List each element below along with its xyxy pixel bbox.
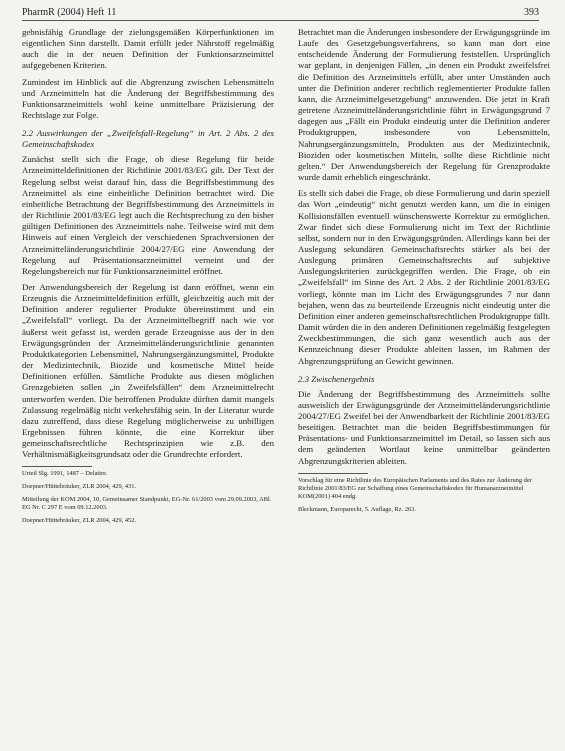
footnote: Vorschlag für eine Richtlinie des Europäischen Parlaments und des Rates zur Änderung der Richtlinie 2001/83/EG zur Schaffung eines Gemeinschaftskodex für Humanarzneimittel KOM(2001) 404 endg. (298, 476, 532, 500)
footnote: Mitteilung der KOM 2004, 10, Gemeinsamer Standpunkt, EG-Nr. 61/2003 vom 29.09.2003, ABl. EG Nr. C 297 E vom 09.12.2003. (22, 496, 272, 512)
footnote: Doepner/Hüttebräuker, ZLR 2004, 429, 452. (22, 517, 137, 525)
left-paragraph-1: gebnisfähig Grundlage der zielungsgemäßen Körperfunktionen im eigentlichen Sinn darstellt. Damit erfüllt jeder Nährstoff regelmäßig auch die in der neuen Definition der Funktionsarzneimittel aufgegebenen Kriterien. (22, 27, 274, 71)
left-paragraph-3: Zunächst stellt sich die Frage, ob diese Regelung für beide Arzneimitteldefinitionen der Richtlinie 2001/83/EG gilt. Der Text der Regelung selbst weist darauf hin, dass die Begriffsbestimmung des Arzneimittel als eine einheitliche Definition betrachtet wird. Die einheitliche Betrachtung der Begriffsbestimmung des Arzneimittels in der Richtlinie 2001/83/EG legt auch die Rechtsprechung zu den bisher gültigen Definitionen des Arzneimittels nahe. Teilweise wird mit dem Hinweis auf einen Vergleich der verschiedenen Sprachversionen der Arzneimitteländerungsrichtlinie 2004/27/EG eine Anwendung der Regelung auf Präsentationsarzneimittel verneint und der Regelungsbereich nur für Funktionsarzneimittel eröffnet. (22, 154, 274, 276)
footnote: Bleckmann, Europarecht, 5. Auflage, Rz. 263. (298, 505, 417, 513)
section-heading-2-2: 2.2 Auswirkungen der „Zweifelsfall-Regelung“ in Art. 2 Abs. 2 des Gemeinschaftskodex (22, 128, 274, 150)
page-number: 393 (524, 7, 539, 18)
right-paragraph-2: Es stellt sich dabei die Frage, ob diese Formulierung und darin speziell das Wort „eindeutig“ nicht genutzt werden kann, um die in einigen Kollisionsfällen eventuell wünschenswerte Korrektur zu ermöglichen. Zwar findet sich diese Formulierung nicht im Text der Richtlinie selbst, sondern nur in den Erwägungsgründen. Allerdings kann bei der Auslegung sekundären Gemeinschaftsrechts stärker als bei der Auslegung primären Gemeinschaftsrechts auf subjektive Auslegungskriterien zurückgegriffen werden. Die Frage, ob ein „Zweifelsfall“ im Sinne des Art. 2 Abs. 2 der Richtlinie 2001/83/EG vorliegt, könnte man im Licht des Erwägungsgrundes 7 nur dann bejahen, wenn das zu beurteilende Erzeugnis nicht eindeutig unter die Definition einer anderen gemeinschaftsrechtlichen Produktgruppe fällt. Damit würden die in den anderen Definitionen regelmäßig festgelegten Zweckbestimmungen, die sich ganz wesentlich auch aus der Kennzeichnung dieser Produkte ableiten lassen, im Rahmen der Abgrenzungsprüfung an Gewicht gewinnen. (298, 188, 550, 366)
left-paragraph-2: Zumindest im Hinblick auf die Abgrenzung zwischen Lebensmitteln und Arzneimitteln hat die Änderung der Begriffsbestimmung des Funktionsarzneimittels wohl keine unmittelbare Präzisierung der Rechtslage zur Folge. (22, 76, 274, 121)
footnote: Urteil Slg. 1991, 1487 – Delattre. (22, 470, 108, 478)
journal-title: PharmR (2004) Heft 11 (22, 7, 117, 18)
running-header (22, 6, 539, 20)
left-paragraph-4: Der Anwendungsbereich der Regelung ist dann eröffnet, wenn ein Erzeugnis die Arzneimitteldefinition erfüllt, gleichzeitig auch mit der Definition anderer regulierter Produkte übereinstimmt und ein „Zweifelsfall“ vorliegt. Da der Arzneimittelbegriff nach wie vor äußerst weit gefasst ist, werden gerade Erzeugnisse aus der in den Erwägungsgründen der Arzneimitteländerungsrichtlinie genannten Produktkategorien Lebensmittel, Nahrungsergänzungsmittel, Produkte der Medizintechnik, Biozide und kosmetische Mittel beide Definitionen erfüllen. Sämtliche Produkte aus diesen möglichen Grenzgebieten sollen „in Zweifelsfällen“ dem Arzneimittelrecht unterworfen werden. Die betroffenen Produkte dürften damit mangels Zulassung regelmäßig nicht verkehrsfähig sein. In der Literatur wurde dazu zutreffend, dass diese Regelung möglicherweise zu unbilligen Ergebnissen führen könnte, die eine Korrektur über gemeinschaftsrechtliche Rechtsprinzipien wie z.B. den Verhältnismäßigkeitsgrundsatz oder die Grundrechte erfordert. (22, 281, 274, 460)
right-paragraph-3: Die Änderung der Begriffsbestimmung des Arzneimittels sollte ausweislich der Erwägungsgründe der Arzneimitteländerungsrichtlinie 2004/27/EG Zweifel bei der Anwendbarkeit der Richtlinie 2001/83/EG beseitigen. Betrachtet man die beiden Begriffsbestimmungen für Präsentations- und Funktionsarzneimittel im Detail, so lassen sich aus dem geänderten Wortlaut keine unmittelbar geänderten Abgrenzungskriterien ableiten. (298, 388, 550, 466)
footnote-rule (22, 466, 92, 467)
footnote-rule (298, 473, 368, 474)
right-column (298, 27, 550, 519)
left-column (22, 27, 274, 530)
header-rule (22, 20, 539, 21)
footnote: Doepner/Hüttebräuker, ZLR 2004, 429, 431. (22, 483, 137, 491)
section-heading-2-3: 2.3 Zwischenergebnis (298, 373, 375, 384)
right-paragraph-1: Betrachtet man die Änderungen insbesondere der Erwägungsgründe im Laufe des Gesetzgebungsverfahrens, so kann man dort eine entscheidende Änderung der Formulierung feststellen. Ursprünglich war geplant, in denjenigen Fällen, „in denen ein Produkt zweifelsfrei die Definition des Arzneimittels erfüllt, aber unter Umständen auch unter die Definition anderer rechtlich reglementierter Produkte fallen kann, die Arzneimittelgesetzgebung“ anzuwenden. Die jetzt in Kraft getretene Arzneimitteländerungsrichtlinie führt in Erwägungsgrund 7 dagegen aus „Fällt ein Produkt eindeutig unter die Definition anderer Produktgruppen, insbesondere von Lebensmitteln, Nahrungsergänzungsmitteln, Produkten aus der Medizintechnik, Bioziden oder kosmetischen Mitteln, sollte diese Richtlinie nicht gelten.“ Der Anwendungsbereich der Regelung für Grenzprodukte wurde damit erheblich eingeschränkt. (298, 27, 550, 183)
